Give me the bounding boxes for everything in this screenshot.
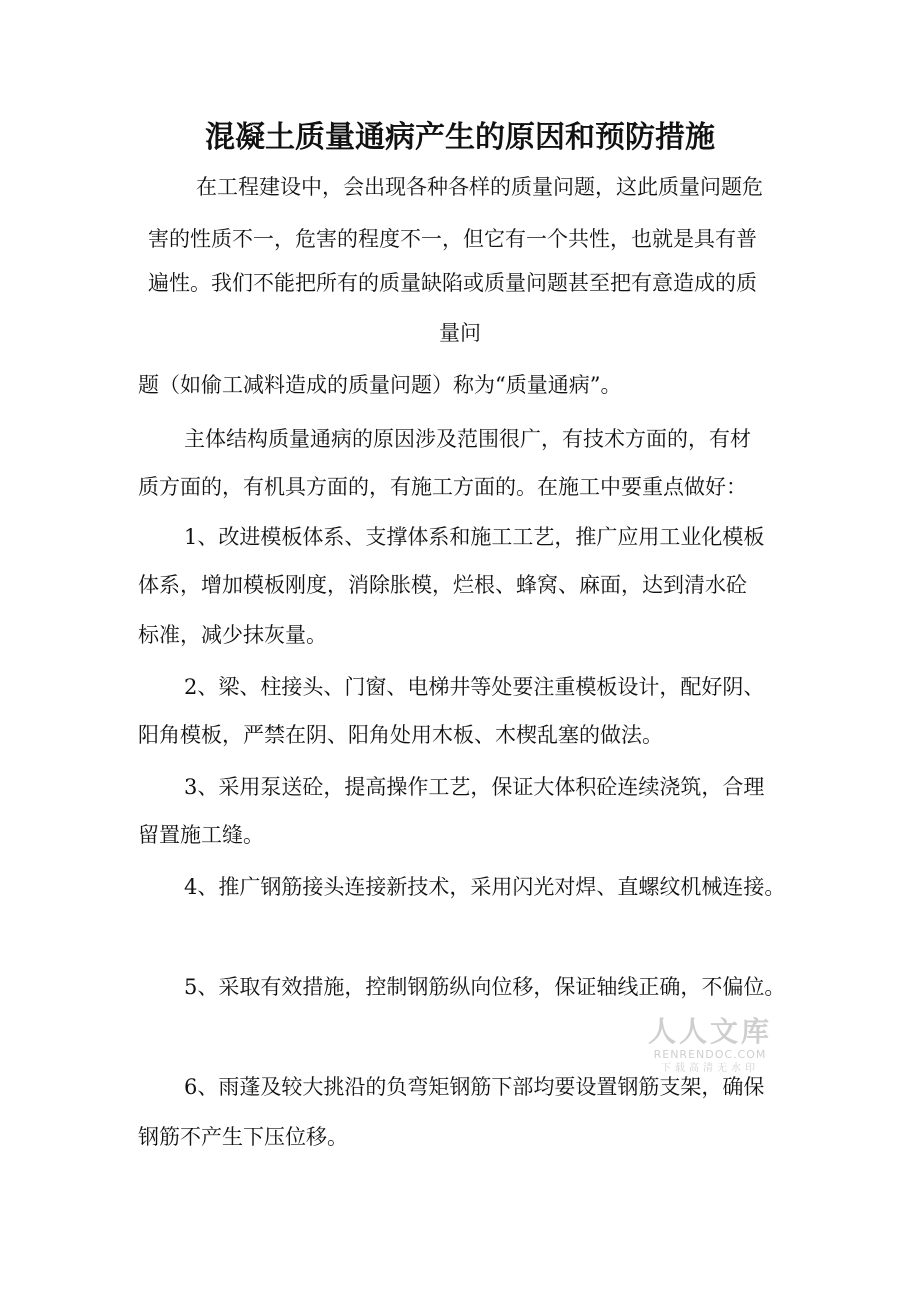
list-item-line: 阳角模板，严禁在阴、阳角处用木板、木楔乱塞的做法。 xyxy=(138,723,663,747)
watermark xyxy=(640,1016,780,1075)
document-title: 混凝土质量通病产生的原因和预防措施 xyxy=(205,120,715,155)
list-item-line: 留置施工缝。 xyxy=(138,823,264,847)
list-item-line: 5、采取有效措施，控制钢筋纵向位移，保证轴线正确，不偏位。 xyxy=(184,975,786,999)
paragraph-line: 遍性。我们不能把所有的质量缺陷或质量问题甚至把有意造成的质 xyxy=(148,271,757,295)
list-item-line: 1、改进模板体系、支撑体系和施工工艺，推广应用工业化模板 xyxy=(184,525,765,549)
list-item-line: 4、推广钢筋接头连接新技术，采用闪光对焊、直螺纹机械连接。 xyxy=(184,875,786,899)
paragraph-line: 量问 xyxy=(439,321,481,345)
watermark-tagline: 下载高清无水印 xyxy=(661,1063,759,1074)
paragraph-line: 主体结构质量通病的原因涉及范围很广，有技术方面的，有材 xyxy=(184,427,751,451)
watermark-brand: 人人文库 xyxy=(647,1015,772,1048)
list-item-line: 标准，减少抹灰量。 xyxy=(138,623,327,647)
list-item-line: 2、梁、柱接头、门窗、电梯井等处要注重模板设计，配好阴、 xyxy=(184,675,765,699)
list-item-line: 钢筋不产生下压位移。 xyxy=(138,1125,348,1149)
watermark-domain: RENRENDOC.COM xyxy=(653,1048,767,1061)
paragraph-line: 在工程建设中，会出现各种各样的质量问题，这此质量问题危 xyxy=(196,175,763,199)
list-item-line: 6、雨蓬及较大挑沿的负弯矩钢筋下部均要设置钢筋支架，确保 xyxy=(184,1075,765,1099)
paragraph-line: 质方面的，有机具方面的，有施工方面的。在施工中要重点做好： xyxy=(138,475,747,499)
paragraph-line: 题（如偷工减料造成的质量问题）称为“质量通病”。 xyxy=(138,373,622,397)
list-item-line: 3、采用泵送砼，提高操作工艺，保证大体积砼连续浇筑，合理 xyxy=(184,775,765,799)
paragraph-line: 害的性质不一，危害的程度不一，但它有一个共性，也就是具有普 xyxy=(148,227,757,251)
list-item-line: 体系，增加模板刚度，消除胀模，烂根、蜂窝、麻面，达到清水砼 xyxy=(138,573,747,597)
